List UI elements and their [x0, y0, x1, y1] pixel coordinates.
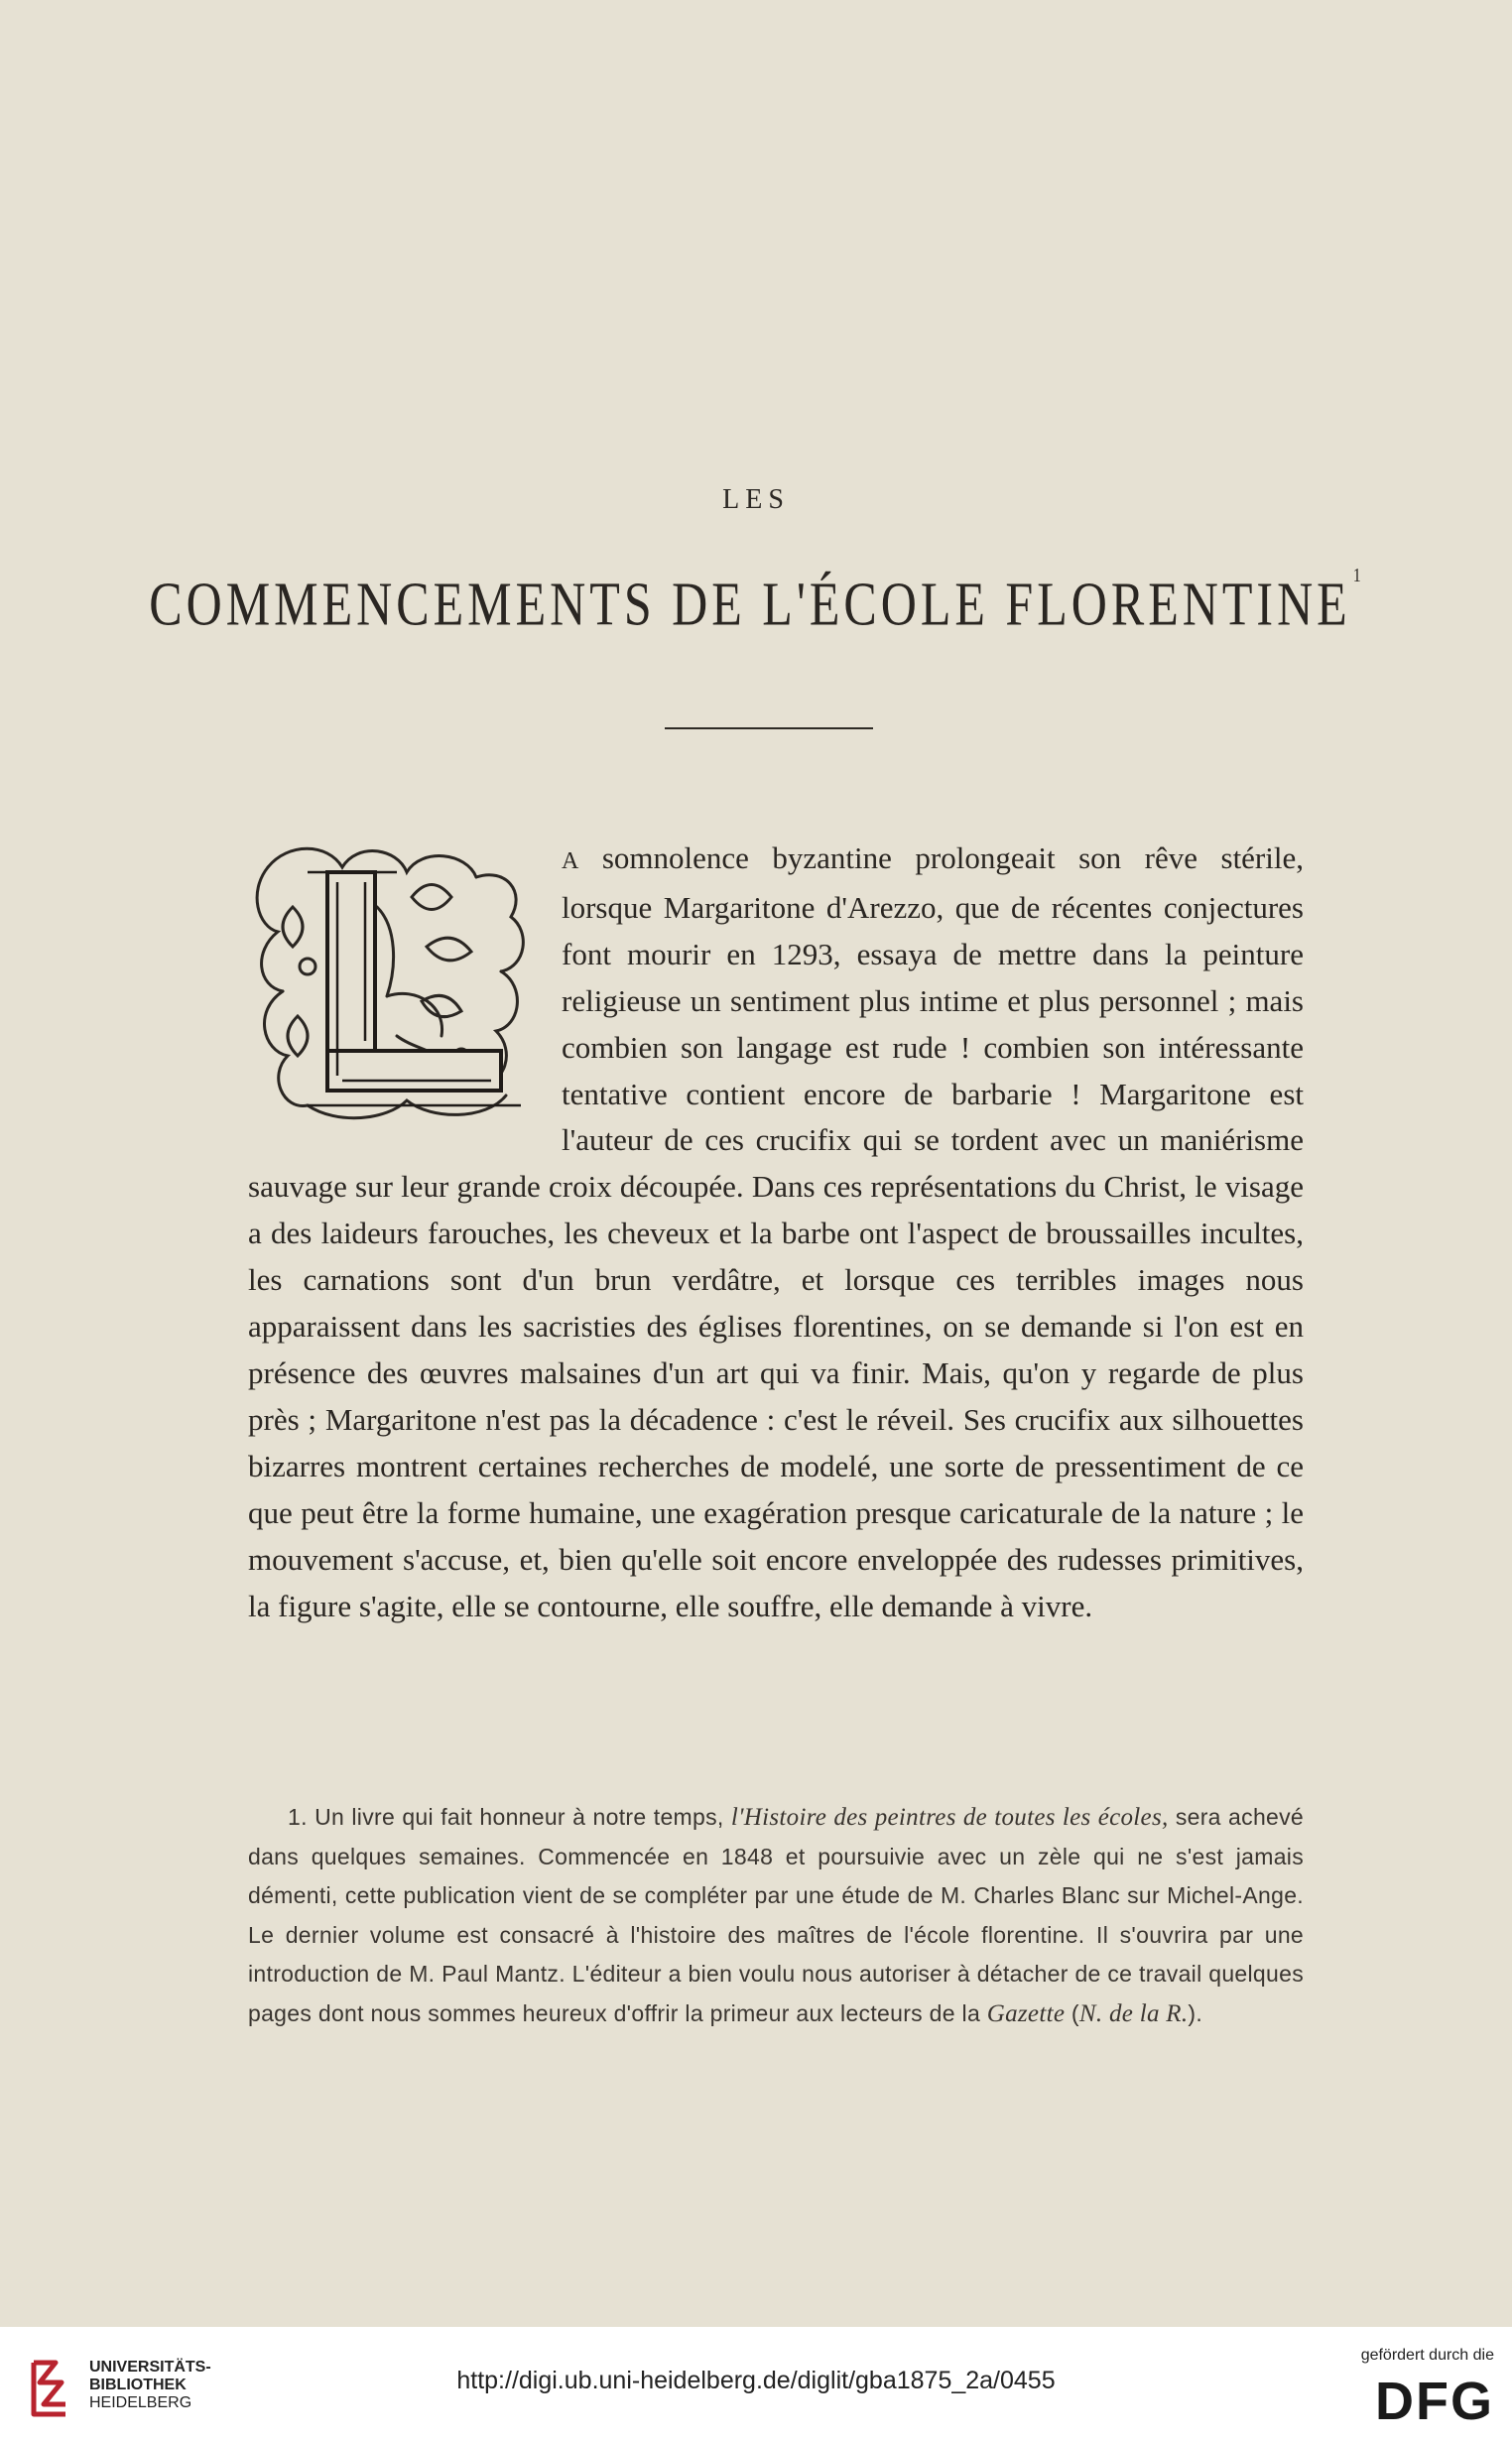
article-paragraph: somnolence byzantine prolongeait son rêve stérile, lorsque Margaritone d'Arezzo, que de récentes conjectures font mourir en 1293, essaya de mettre dans la peinture religieuse un sentiment plus intime et plus personnel ; mais combien son langage est rude ! combien son intéressante tentative contient encore de barbarie ! Margaritone est l'auteur de ces crucifix qui se tordent avec un maniérisme sauvage sur leur grande croix découpée. Dans ces représentations du Christ, le visage a des laideurs farouches, les cheveux et la barbe ont l'aspect de broussailles incultes, les carnations sont d'un brun verdâtre, et lorsque ces terribles images nous apparaissent dans les sacristies des églises florentines, on se demande si l'on est en présence des œuvres malsaines d'un art qui va finir. Mais, qu'on y regarde de plus près ; Margaritone n'est pas la décadence : c'est le réveil. Ses crucifix aux silhouettes bizarres montrent certaines recherches de modelé, une sorte de pressentiment de ce que peut être la forme humaine, une exagération presque caricaturale de la nature ; le mouvement s'accuse, et, bien qu'elle soit encore enveloppée des rudesses primitives, la figure s'agite, elle se contourne, elle souffre, elle demande à vivre. [248, 840, 1304, 1623]
footnote-italic-gazette: Gazette [986, 1999, 1066, 2027]
article-body [248, 836, 1304, 1629]
ornamental-dropcap [248, 837, 536, 1125]
library-line-2: BIBLIOTHEK [89, 2377, 187, 2393]
ornamental-l-icon [248, 837, 536, 1125]
permalink-url[interactable]: http://digi.ub.uni-heidelberg.de/diglit/gba1875_2a/0455 [456, 2367, 1056, 2394]
footnote-italic-title: l'Histoire des peintres de toutes les écoles, [730, 1804, 1169, 1831]
footnote [248, 1798, 1304, 2033]
footnote-text-3: ( [1065, 1999, 1079, 2026]
library-line-3: HEIDELBERG [89, 2394, 192, 2411]
dfg-logo: DFG [1375, 2372, 1494, 2431]
footnote-reference: 1 [1352, 565, 1365, 586]
library-line-1: UNIVERSITÄTS- [89, 2359, 211, 2376]
title-rule [665, 727, 873, 729]
footnote-text-4: ). [1188, 1999, 1203, 2026]
footnote-text-1: Un livre qui fait honneur à notre temps, [307, 1804, 731, 1830]
article-title-text: COMMENCEMENTS DE L'ÉCOLE FLORENTINE [149, 569, 1351, 639]
footnote-number: 1. [288, 1804, 308, 1830]
article-title [0, 565, 1512, 640]
opening-small-capital: A [562, 848, 579, 874]
footnote-text-2: sera achevé dans quelques semaines. Commencée en 1848 et poursuivie avec un zèle qui ne s'est jamais démenti, cette publication vient de se compléter par une étude de M. Charles Blanc sur Michel-Ange. Le dernier volume est consacré à l'histoire des maîtres de l'école florentine. Il s'ouvrira par une introduction de M. Paul Mantz. L'éditeur a bien voulu nous autoriser à détacher de ce travail quelques pages dont nous sommes heureux d'offrir la primeur aux lecteurs de la [248, 1804, 1305, 2026]
funding-caption: gefördert durch die [1360, 2347, 1494, 2364]
article-kicker: LES [722, 484, 790, 515]
footnote-italic-editor-note: N. de la R. [1078, 1999, 1189, 2027]
footer-bar [0, 2327, 1512, 2443]
